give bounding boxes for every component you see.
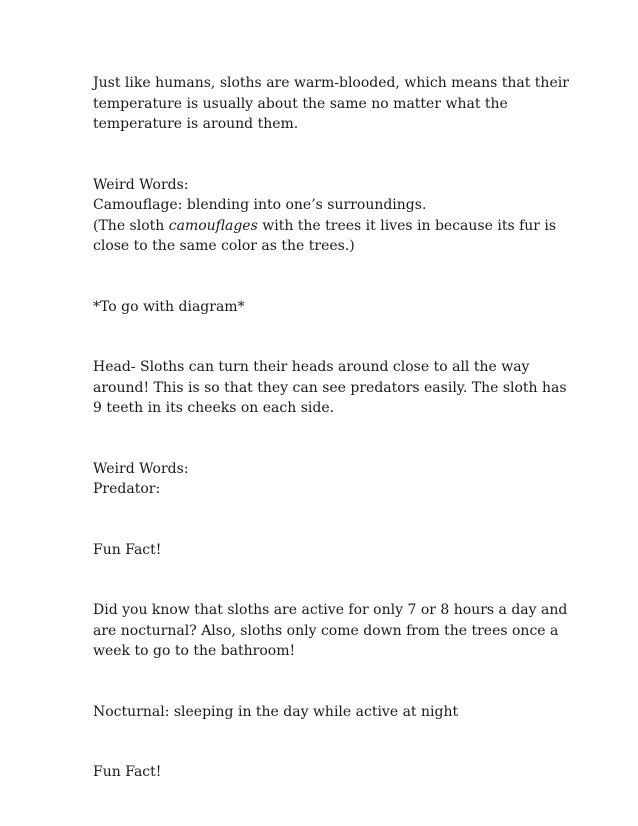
spacer	[93, 560, 553, 600]
camouflages-emphasis: camouflages	[168, 217, 258, 234]
nocturnal-definition-text: Nocturnal: sleeping in the day while active at night	[93, 703, 459, 720]
camouflage-example	[93, 216, 557, 237]
example-text: with the trees it lives in because its fur is	[257, 217, 557, 234]
warm-blooded-paragraph	[93, 73, 569, 135]
weird-words-section	[93, 175, 557, 257]
fun-fact-heading	[93, 540, 553, 561]
weird-words-section-2	[93, 459, 553, 500]
spacer	[93, 317, 553, 357]
spacer	[93, 722, 553, 762]
text-line: temperature is around them.	[93, 116, 299, 132]
spacer	[93, 257, 553, 297]
document-body	[93, 73, 569, 783]
text-line: close to the same color as the trees.)	[93, 238, 355, 254]
fun-fact-text: Fun Fact!	[93, 541, 162, 558]
diagram-note	[93, 297, 553, 318]
text-line: are nocturnal? Also, sloths only come down from the trees once a	[93, 622, 559, 639]
example-text: (The sloth	[93, 217, 169, 234]
fun-fact-text: Fun Fact!	[93, 764, 162, 780]
text-line: week to go to the bathroom!	[93, 643, 296, 659]
spacer	[93, 500, 553, 540]
text-line: Did you know that sloths are active for only 7 or 8 hours a day and	[93, 602, 568, 618]
predator-term: Predator:	[93, 481, 161, 497]
nocturnal-definition	[93, 702, 553, 723]
weird-words-heading: Weird Words:	[93, 460, 189, 477]
head-paragraph	[93, 357, 567, 419]
diagram-note-text: *To go with diagram*	[93, 298, 245, 315]
camouflage-definition: Camouflage: blending into one’s surroundings.	[93, 197, 427, 213]
weird-words-heading: Weird Words:	[93, 176, 189, 193]
text-line: Head- Sloths can turn their heads around close to all the way	[93, 359, 530, 375]
fun-fact-heading-2	[93, 762, 553, 783]
text-line: Just like humans, sloths are warm-blooded, which means that their	[93, 75, 569, 91]
text-line: 9 teeth in its cheeks on each side.	[93, 400, 335, 416]
spacer	[93, 419, 553, 459]
did-you-know-paragraph	[93, 600, 568, 662]
spacer	[93, 662, 553, 702]
text-line: temperature is usually about the same no matter what the	[93, 95, 508, 112]
spacer	[93, 135, 553, 175]
text-line: around! This is so that they can see predators easily. The sloth has	[93, 379, 567, 396]
